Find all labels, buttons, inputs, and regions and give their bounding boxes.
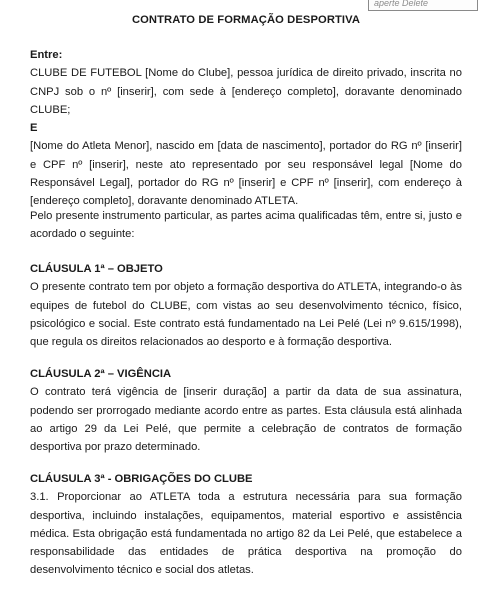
preamble-paragraph: Pelo presente instrumento particular, as partes acima qualificadas têm, entre si, justo e acordado o seguinte: (30, 210, 462, 241)
entre-label: Entre: (30, 49, 63, 61)
clause-2-paragraph: O contrato terá vigência de [inserir duração] a partir da data de sua assinatura, podendo ser prorrogado mediante acordo entre as partes. Esta cláusula está alinhada ao artigo 29 da Lei Pelé, que permite a celebração de contratos de formação desportiva por prazo determinado. (30, 386, 462, 454)
clause-2-section (30, 365, 462, 456)
clause-3-section (30, 470, 462, 580)
parties-section (30, 46, 462, 211)
clube-paragraph: CLUBE DE FUTEBOL [Nome do Clube], pessoa jurídica de direito privado, inscrita no CNPJ sob o nº [inserir], com sede à [endereço completo], doravante denominado CLUBE; (30, 67, 462, 116)
clause-1-section (30, 260, 462, 351)
atleta-paragraph: [Nome do Atleta Menor], nascido em [data de nascimento], portador do RG nº [inserir] e CPF nº [inserir], neste ato representado por seu responsável legal [Nome do Responsável Legal], portador do RG nº [inserir] e CPF nº [inserir], com endereço à [endereço completo], doravante denominado ATLETA. (30, 140, 462, 208)
preamble-section (30, 207, 462, 244)
e-label: E (30, 122, 38, 135)
document-title: CONTRATO DE FORMAÇÃO DESPORTIVA (131, 14, 361, 26)
clause-3-heading: CLÁUSULA 3ª - OBRIGAÇÕES DO CLUBE (30, 473, 253, 485)
clause-1-heading: CLÁUSULA 1ª – OBJETO (30, 263, 163, 275)
clause-2-heading: CLÁUSULA 2ª – VIGÊNCIA (30, 368, 172, 380)
clause-1-paragraph: O presente contrato tem por objeto a formação desportiva do ATLETA, integrando-o às equipes de futebol do CLUBE, com vistas ao seu desenvolvimento técnico, físico, psicológico e social. Este contrato está fundamentado na Lei Pelé (Lei nº 9.615/1998), que regula os direitos relacionados ao desporto e à formação desportiva. (30, 281, 462, 349)
clause-3-paragraph: 3.1. Proporcionar ao ATLETA toda a estrutura necessária para sua formação desportiva, incluindo instalações, equipamentos, material esportivo e assistência médica. Esta obrigação está fundamentada no artigo 82 da Lei Pelé, que estabelece a responsabilidade das entidades de prática desportiva na promoção do desenvolvimento técnico e social dos atletas. (30, 491, 462, 577)
delete-hint-box (368, 0, 478, 11)
delete-hint-text: aperte Delete (374, 0, 429, 8)
